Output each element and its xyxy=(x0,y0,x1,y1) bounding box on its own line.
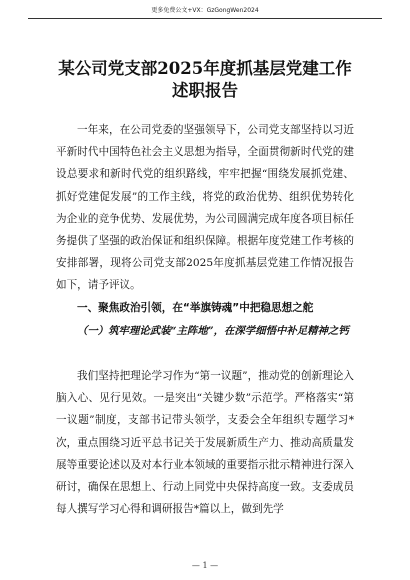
subsection-heading-1: （一）筑牢理论武装“主阵地”，在深学细悟中补足精神之钙 xyxy=(77,325,349,337)
page-number: — 1 — xyxy=(191,561,219,570)
section-heading-1: 一、聚焦政治引领，在“举旗铸魂”中把稳思想之舵 xyxy=(77,302,314,314)
header-note: 更多免费公文+VX：GzGongWen2024 xyxy=(151,7,259,14)
body-paragraph-2: 我们坚持把理论学习作为“第一议题”，推动党的创新理论入脑入心、见行见效。一是突出“关键少数”示范学。严格落实“第一议题”制度，支部书记带头领学，支委会全年组织专题学习*次，重点围绕习近平总书记关于发展新质生产力、推动高质量发展等重要论述以及对本行业本领域的重要指示批示精神进行深入研讨，确保在思想上、行动上同党中央保持高度一致。支委成员每人撰写学习心得和调研报告*篇以上，做到先学 xyxy=(56,370,354,516)
title-line-1: 某公司党支部2025年度抓基层党建工作 xyxy=(58,59,352,78)
intro-paragraph: 一年来，在公司党委的坚强领导下，公司党支部坚持以习近平新时代中国特色社会主义思想为指导，全面贯彻新时代党的建设总要求和新时代党的组织路线，牢牢把握“围绕发展抓党建、抓好党建促发展”的工作主线，将党的政治优势、组织优势转化为企业的竞争优势、发展优势，为公司圆满完成年度各项目标任务提供了坚强的政治保证和组织保障。根据年度党建工作考核的安排部署，现将公司党支部2025年度抓基层党建工作情况报告如下，请予评议。 xyxy=(56,124,354,292)
header-divider xyxy=(28,18,382,19)
document-title xyxy=(0,58,410,102)
title-line-2: 述职报告 xyxy=(172,81,238,100)
